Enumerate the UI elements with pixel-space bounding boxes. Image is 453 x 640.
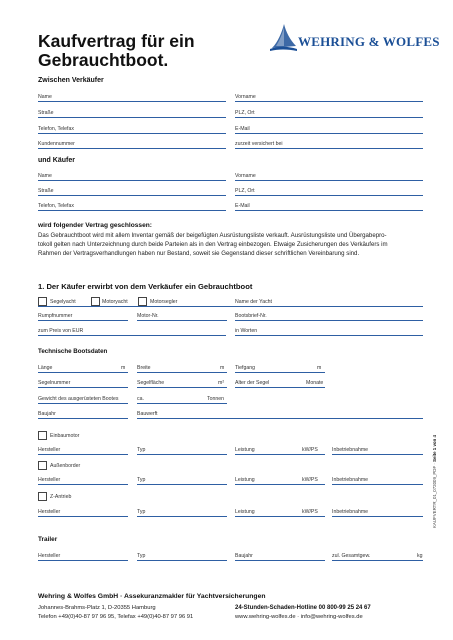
worten-label: in Worten [235, 328, 258, 334]
gewicht-ca-label: ca. [137, 396, 144, 402]
trailer-kg-unit: kg [417, 553, 423, 559]
aussen-leistung-field[interactable] [235, 484, 325, 485]
buyer-heading: und Käufer [38, 157, 75, 164]
preis-label: zum Preis von EUR [38, 328, 84, 334]
monate-unit: Monate [306, 380, 324, 386]
rumpfnummer-label: Rumpfnummer [38, 313, 73, 319]
einbau-leistung-field[interactable] [235, 454, 325, 455]
seller-heading: Zwischen Verkäufer [38, 77, 104, 84]
aussenborder-label: Außenborder [50, 463, 81, 469]
bauwerft-field[interactable] [137, 418, 423, 419]
seller-kundennummer-field[interactable] [38, 148, 226, 149]
z-leistung-label: Leistung [235, 509, 255, 515]
aussen-hersteller-label: Hersteller [38, 477, 61, 483]
aussenborder-checkbox[interactable] [38, 461, 47, 470]
motor-nr-label: Motor-Nr. [137, 313, 159, 319]
logo-text: WEHRING & WOLFES [298, 34, 440, 49]
trailer-heading: Trailer [38, 536, 58, 543]
tiefgang-unit: m [317, 365, 322, 371]
section-1-heading: 1. Der Käufer erwirbt von dem Verkäufer ein Gebrauchtboot [38, 282, 253, 291]
buyer-strasse-field[interactable] [38, 195, 226, 196]
tonnen-unit: Tonnen [207, 396, 225, 402]
z-typ-label: Typ [137, 509, 146, 515]
tiefgang-field[interactable] [235, 372, 325, 373]
z-typ-field[interactable] [137, 516, 227, 517]
aussen-typ-label: Typ [137, 477, 146, 483]
tiefgang-label: Tiefgang [235, 365, 255, 371]
aussen-leistung-label: Leistung [235, 477, 255, 483]
einbau-kwps-label: kW/PS [302, 447, 318, 453]
gewicht-label-line [38, 403, 128, 404]
buyer-telefon-field[interactable] [38, 210, 226, 211]
laenge-unit: m [121, 365, 126, 371]
einbaumotor-checkbox[interactable] [38, 431, 47, 440]
seller-telefon-field[interactable] [38, 133, 226, 134]
z-kwps-label: kW/PS [302, 509, 318, 515]
segelyacht-checkbox[interactable] [38, 297, 47, 306]
trailer-typ-label: Typ [137, 553, 146, 559]
footer-hotline: 24-Stunden-Schaden-Hotline 00 800-99 25 24 67 [235, 605, 371, 611]
footer-address: Johannes-Brahms-Platz 1, D-20355 Hamburg [38, 605, 156, 611]
buyer-plz-label: PLZ, Ort [235, 188, 255, 194]
einbaumotor-label: Einbaumotor [50, 433, 80, 439]
seller-plz-field[interactable] [235, 117, 423, 118]
side-page-number: Seite 1 von 4 [432, 435, 437, 462]
zantrieb-label: Z-Antrieb [50, 494, 72, 500]
einbau-hersteller-field[interactable] [38, 454, 128, 455]
contract-line-3: Rahmen der Vertragsverhandlungen haben nur Bestand, soweit sie Gegenstand dieser schriftlichen Vereinbarung sind. [38, 250, 360, 257]
seller-name-field[interactable] [38, 101, 226, 102]
einbau-inbetrieb-label: Inbetriebnahme [332, 447, 369, 453]
seller-versichert-label: zurzeit versichert bei [235, 141, 283, 147]
einbau-hersteller-label: Hersteller [38, 447, 61, 453]
contract-line-1: Das Gebrauchtboot wird mit allem Inventar gemäß der beigefügten Ausrüstungsliste verkauft. Ausrüstungsliste und Übergabepro- [38, 232, 387, 239]
name-yacht-label: Name der Yacht [235, 299, 273, 305]
seller-name-label: Name [38, 94, 52, 100]
side-document-code [432, 435, 437, 528]
motorsegler-checkbox[interactable] [138, 297, 147, 306]
aussen-kwps-label: kW/PS [302, 477, 318, 483]
seller-versichert-field[interactable] [235, 148, 423, 149]
breite-field[interactable] [137, 372, 227, 373]
einbau-typ-label: Typ [137, 447, 146, 453]
company-logo [268, 22, 440, 54]
preis-field[interactable] [38, 335, 226, 336]
trailer-hersteller-field[interactable] [38, 560, 128, 561]
page-title [38, 32, 195, 70]
segelyacht-label: Segelyacht [50, 299, 76, 305]
gewicht-label: Gewicht des ausgerüsteten Bootes [38, 396, 119, 402]
buyer-name-label: Name [38, 173, 52, 179]
buyer-vorname-field[interactable] [235, 180, 423, 181]
aussen-inbetrieb-field[interactable] [332, 484, 423, 485]
breite-unit: m [220, 365, 225, 371]
segelflaeche-field[interactable] [137, 387, 227, 388]
trailer-gesamtgew-field[interactable] [332, 560, 423, 561]
motoryacht-label: Motoryacht [102, 299, 128, 305]
trailer-baujahr-field[interactable] [235, 560, 325, 561]
baujahr-label: Baujahr [38, 411, 56, 417]
seller-strasse-label: Straße [38, 110, 54, 116]
technical-heading: Technische Bootsdaten [38, 348, 108, 355]
trailer-baujahr-label: Baujahr [235, 553, 253, 559]
trailer-hersteller-label: Hersteller [38, 553, 61, 559]
segelflaeche-label: Segelfläche [137, 380, 165, 386]
seller-email-field[interactable] [235, 133, 423, 134]
z-inbetrieb-field[interactable] [332, 516, 423, 517]
segelnummer-label: Segelnummer [38, 380, 71, 386]
seller-email-label: E-Mail [235, 126, 250, 132]
bauwerft-label: Bauwerft [137, 411, 158, 417]
buyer-telefon-label: Telefon, Telefax [38, 203, 74, 209]
seller-telefon-label: Telefon, Telefax [38, 126, 74, 132]
gewicht-field[interactable] [137, 403, 227, 404]
worten-field[interactable] [235, 335, 423, 336]
title-line-2: Gebrauchtboot. [38, 50, 169, 70]
einbau-typ-field[interactable] [137, 454, 227, 455]
buyer-vorname-label: Vorname [235, 173, 256, 179]
zantrieb-checkbox[interactable] [38, 492, 47, 501]
boat-type-line[interactable] [38, 306, 423, 307]
alter-segel-field[interactable] [235, 387, 325, 388]
footer-web[interactable]: www.wehring-wolfes.de · info@wehring-wolfes.de [235, 614, 363, 620]
z-inbetrieb-label: Inbetriebnahme [332, 509, 369, 515]
z-hersteller-field[interactable] [38, 516, 128, 517]
motorsegler-label: Motorsegler [150, 299, 178, 305]
seller-vorname-label: Vorname [235, 94, 256, 100]
bootsbrief-field[interactable] [235, 320, 423, 321]
aussen-inbetrieb-label: Inbetriebnahme [332, 477, 369, 483]
footer-company: Wehring & Wolfes GmbH · Assekuranzmakler für Yachtversicherungen [38, 593, 266, 600]
motoryacht-checkbox[interactable] [91, 297, 100, 306]
laenge-label: Länge [38, 365, 53, 371]
z-leistung-field[interactable] [235, 516, 325, 517]
trailer-gesamtgew-label: zul. Gesamtgew. [332, 553, 371, 559]
seller-plz-label: PLZ, Ort [235, 110, 255, 116]
buyer-strasse-label: Straße [38, 188, 54, 194]
footer-phone: Telefon +49(0)40-87 97 96 95, Telefax +49(0)40-87 97 96 91 [38, 614, 194, 620]
side-code: KAUFVERTR_01_072009_PDF · [432, 463, 437, 528]
trailer-typ-field[interactable] [137, 560, 227, 561]
title-line-1: Kaufvertrag für ein [38, 31, 195, 51]
buyer-plz-field[interactable] [235, 195, 423, 196]
segelflaeche-unit: m² [218, 380, 225, 386]
aussen-typ-field[interactable] [137, 484, 227, 485]
seller-vorname-field[interactable] [235, 101, 423, 102]
segelnummer-field[interactable] [38, 387, 128, 388]
sail-logo-icon [268, 22, 298, 54]
buyer-email-field[interactable] [235, 210, 423, 211]
laenge-field[interactable] [38, 372, 128, 373]
buyer-email-label: E-Mail [235, 203, 250, 209]
seller-kundennummer-label: Kundennummer [38, 141, 75, 147]
aussen-hersteller-field[interactable] [38, 484, 128, 485]
alter-segel-label: Alter der Segel [235, 380, 270, 386]
contract-line-2: tokoll gelten nach Unterzeichnung durch beide Parteien als in den Vertrag einbezogen. Etwaige Zusicherungen des Verkäufers im [38, 241, 388, 248]
einbau-leistung-label: Leistung [235, 447, 255, 453]
einbau-inbetrieb-field[interactable] [332, 454, 423, 455]
contract-paragraph [38, 231, 438, 258]
seller-strasse-field[interactable] [38, 117, 226, 118]
baujahr-field[interactable] [38, 418, 128, 419]
motor-nr-field[interactable] [137, 320, 227, 321]
breite-label: Breite [137, 365, 151, 371]
z-hersteller-label: Hersteller [38, 509, 61, 515]
buyer-name-field[interactable] [38, 180, 226, 181]
bootsbrief-label: Bootsbrief-Nr. [235, 313, 267, 319]
rumpfnummer-field[interactable] [38, 320, 128, 321]
contract-heading: wird folgender Vertrag geschlossen: [38, 222, 152, 229]
